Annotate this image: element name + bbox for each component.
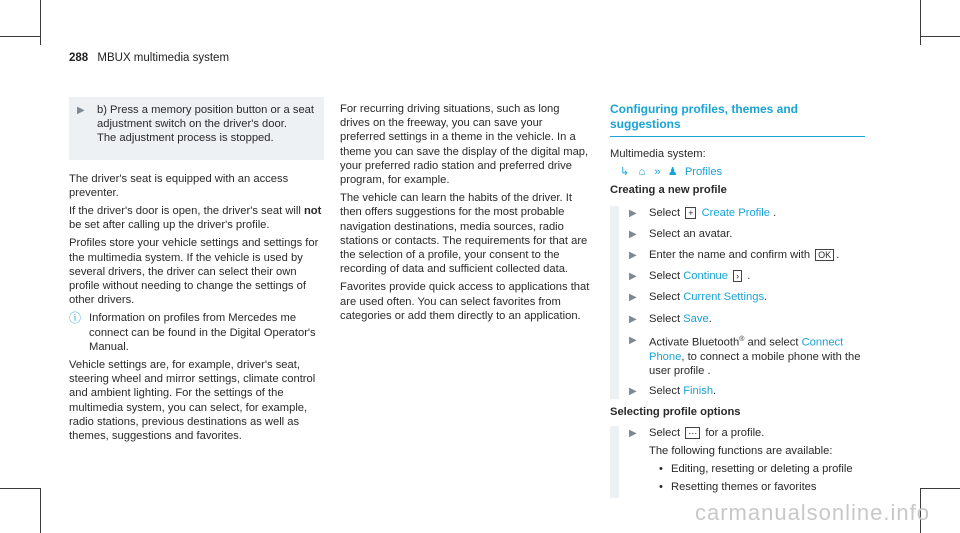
step-arrow-icon: ▶ xyxy=(629,313,637,325)
step-item: ▶ Enter the name and confirm with OK . xyxy=(629,248,865,263)
crop-mark xyxy=(0,488,40,489)
paragraph: The vehicle can learn the habits of the driver. It then offers suggestions for the most probable navigation destinations, media sources, radio stations or contacts. The requirements for that are the selection of a profile, your consent to the recording of data and sufficient collected data. xyxy=(340,192,588,276)
section-title: MBUX multimedia system xyxy=(97,52,230,64)
step-item: ▶ Select Save. xyxy=(629,312,865,327)
step-item: ▶ Select Current Settings. xyxy=(629,290,865,305)
crop-mark xyxy=(40,0,41,45)
step-item: ▶ Select Finish. xyxy=(629,384,865,399)
crop-mark xyxy=(0,36,40,37)
page-header xyxy=(69,52,229,64)
sub-heading: Creating a new profile xyxy=(610,184,727,197)
sub-heading: Selecting profile options xyxy=(610,406,741,419)
crop-mark xyxy=(40,488,41,533)
step-arrow-icon: ▶ xyxy=(629,228,637,240)
info-text: Information on profiles from Mercedes me connect can be found in the Digital Operator's Manual. xyxy=(89,312,316,353)
step-arrow-icon: ▶ xyxy=(629,334,637,346)
info-note xyxy=(69,311,324,354)
step-item xyxy=(77,103,316,146)
heading-rule xyxy=(610,136,865,137)
profile-icon: ♟ xyxy=(667,166,678,179)
crop-mark xyxy=(920,0,921,45)
steps-list xyxy=(610,426,865,499)
step-item: ▶ Activate Bluetooth® and select Connect Phone, to connect a mobile phone with the user profile . xyxy=(629,334,861,377)
paragraph: Profiles store your vehicle settings and settings for the multimedia system. If the vehicle is used by several drivers, the driver can select their own profile without needing to change the settings of other drivers. xyxy=(69,237,319,307)
paragraph: Vehicle settings are, for example, driver's seat, steering wheel and mirror settings, climate control and ambient lighting. For the settings of the multimedia system, you can select, for example, radio stations, previous destinations as well as themes, suggestions and favorites. xyxy=(69,359,316,443)
right-column xyxy=(610,102,865,504)
step-text: b) Press a memory position button or a seat adjustment switch on the driver's door. xyxy=(97,104,315,131)
bullet-item: • Resetting themes or favorites xyxy=(659,481,817,494)
step-item: ▶ Select Continue › . xyxy=(629,269,865,284)
paragraph: For recurring driving situations, such as long drives on the freeway, you can save your preferred settings in a theme in the vehicle. In a theme you can save the display of the digital map, your preferred radio station and preferred drive program, for example. xyxy=(340,103,589,187)
step-box xyxy=(69,97,324,160)
step-arrow-icon: ▶ xyxy=(77,105,85,116)
step-arrow-icon: ▶ xyxy=(629,427,637,439)
info-icon: ⓘ xyxy=(69,311,82,326)
double-chevron-icon: » xyxy=(654,166,661,179)
home-icon: ⌂ xyxy=(638,166,646,179)
step-note: The adjustment process is stopped. xyxy=(97,132,274,145)
watermark: carmanualsonline.info xyxy=(694,500,930,525)
step-arrow-icon: ▶ xyxy=(629,292,637,304)
menu-path xyxy=(610,165,865,179)
more-icon: ⋯ xyxy=(685,427,700,439)
plus-icon: + xyxy=(685,207,696,219)
steps-list xyxy=(610,206,865,400)
step-arrow-icon: ▶ xyxy=(629,386,637,398)
crop-mark xyxy=(920,36,960,37)
chevron-right-icon: › xyxy=(733,270,742,282)
section-heading: Configuring profiles, themes and suggestions xyxy=(610,102,799,131)
page-number: 288 xyxy=(69,52,89,64)
path-label: Multimedia system: xyxy=(610,148,706,160)
left-column xyxy=(69,97,324,447)
step-item: ▶ Select + Create Profile . xyxy=(629,206,865,221)
step-arrow-icon: ▶ xyxy=(629,207,637,219)
crop-mark xyxy=(920,488,960,489)
step-arrow-icon: ▶ xyxy=(629,250,637,262)
paragraph: If the driver's door is open, the driver's seat will not be set after calling up the driver's profile. xyxy=(69,205,322,232)
ok-key: OK xyxy=(815,249,834,261)
path-item: Profiles xyxy=(684,166,723,179)
step-arrow-icon: ▶ xyxy=(629,271,637,283)
return-arrow-icon: ↳ xyxy=(620,166,630,179)
bullet-item: • Editing, resetting or deleting a profile xyxy=(659,462,853,475)
middle-column xyxy=(340,102,590,327)
step-item: ▶ Select an avatar. xyxy=(629,227,865,242)
paragraph: The driver's seat is equipped with an access preventer. xyxy=(69,172,289,199)
step-item: ▶ Select ⋯ for a profile. The following functions are available: • Editing, resetting or deleting a profile • Resetting themes or favorites xyxy=(629,426,865,499)
paragraph: Favorites provide quick access to applications that are used often. You can select favorites from categories or add them directly to an application. xyxy=(340,281,590,322)
